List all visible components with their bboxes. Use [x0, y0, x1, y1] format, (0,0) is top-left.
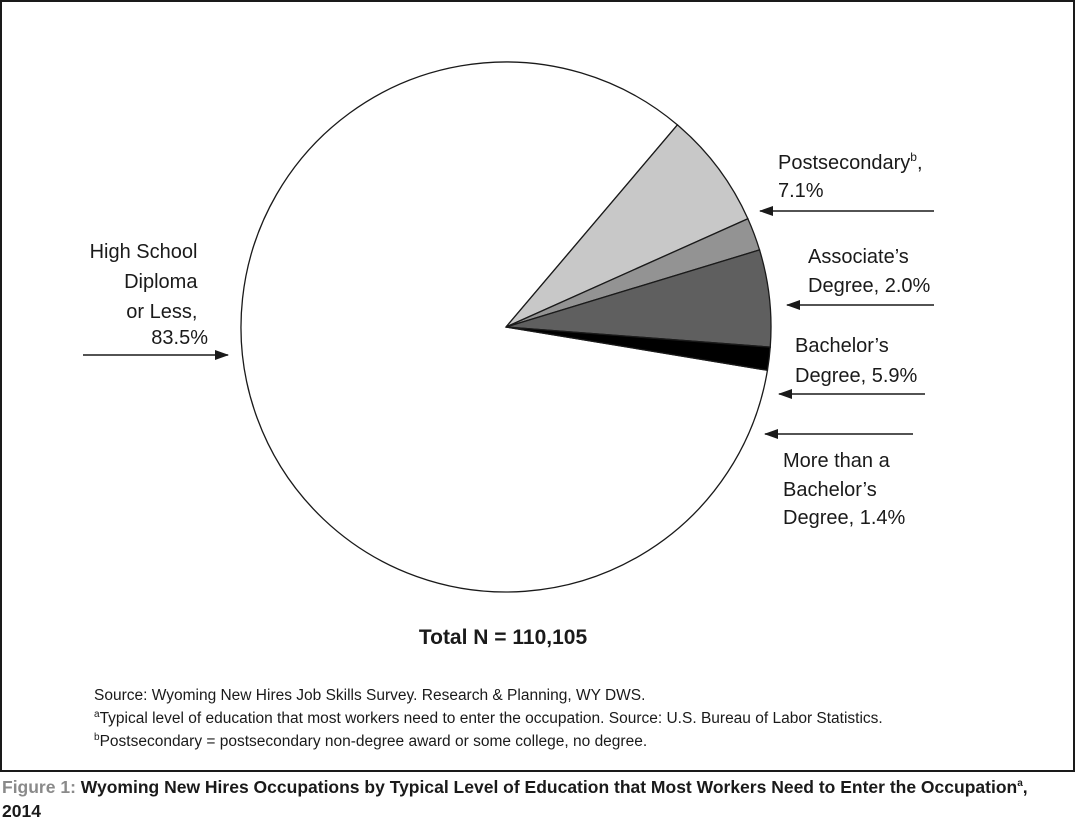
label-more-than-bachelors — [783, 450, 906, 529]
figure-caption — [2, 775, 1062, 823]
label-line: 83.5% — [151, 327, 208, 349]
label-sup: b — [910, 150, 917, 164]
label-line: 7.1% — [778, 180, 824, 202]
footnote-marker: b — [94, 731, 100, 743]
label-high-school — [90, 241, 209, 349]
label-line: Bachelor’s — [783, 479, 877, 501]
footnote-marker: a — [94, 708, 100, 720]
figure-year: , 2014 — [2, 777, 1028, 821]
label-line: High School — [89, 241, 198, 263]
label-line: Bachelor’s — [795, 335, 889, 357]
label-associates — [808, 246, 931, 297]
label-line: Degree, 5.9% — [795, 365, 918, 387]
label-line: Postsecondary — [778, 152, 911, 174]
label-comma: , — [916, 152, 923, 174]
footnote-text: Postsecondary = postsecondary non-degree award or some college, no degree. — [99, 733, 648, 750]
label-line: Diploma — [124, 271, 198, 293]
footnote-b — [94, 730, 883, 753]
label-line: More than a — [783, 450, 890, 472]
label-line: Degree, 1.4% — [783, 507, 906, 529]
label-bachelors — [795, 335, 918, 387]
chart-notes — [94, 684, 883, 753]
source-note: Source: Wyoming New Hires Job Skills Survey. Research & Planning, WY DWS. — [94, 687, 646, 704]
label-line: or Less, — [126, 301, 198, 323]
pie-slices — [241, 62, 771, 592]
figure-number: Figure 1: — [2, 777, 76, 797]
total-label: Total N = 110,105 — [418, 626, 588, 649]
figure-title: Wyoming New Hires Occupations by Typical Level of Education that Most Workers Need to Enter the Occupation — [80, 777, 1018, 797]
label-postsecondary — [778, 150, 928, 202]
footnote-a — [94, 707, 883, 730]
footnote-text: Typical level of education that most workers need to enter the occupation. Source: U.S. Bureau of Labor Statistics. — [99, 710, 883, 727]
label-line: Degree, 2.0% — [808, 275, 931, 297]
label-line: Associate’s — [808, 246, 909, 268]
figure-title-sup: a — [1017, 778, 1023, 790]
